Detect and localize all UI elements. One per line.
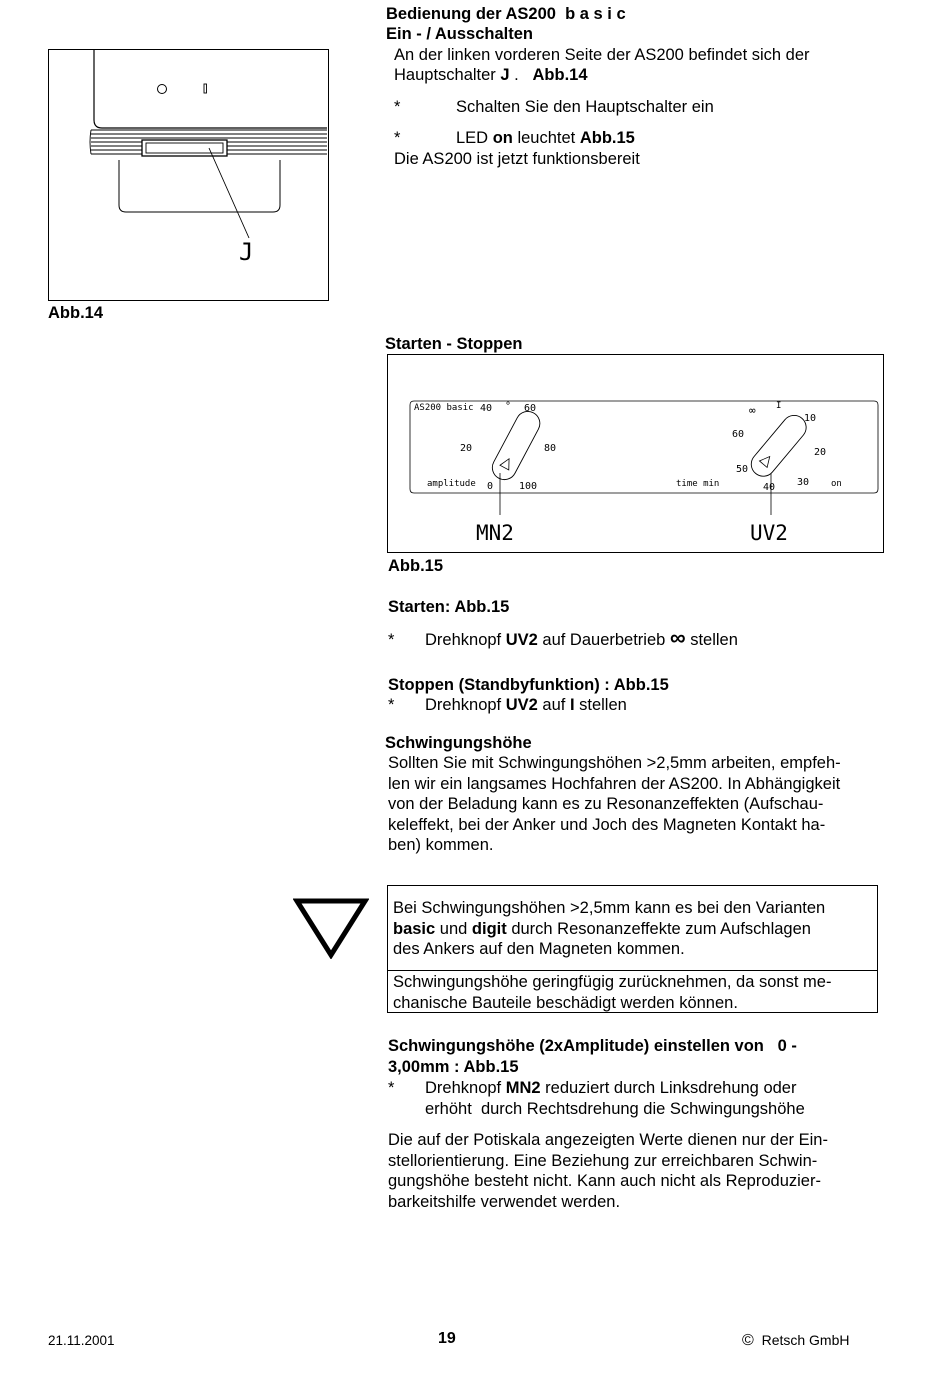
paragraph-line: len wir ein langsames Hochfahren der AS200. In Abhängigkeit [388,774,841,793]
paragraph-line: gungshöhe besteht nicht. Kann auch nicht als Reproduzier- [388,1172,821,1190]
mn2-knob [488,407,544,484]
amp-tick-60: 60 [524,403,537,414]
device-front-drawing [49,50,327,299]
amp-tick-40: 40 [480,403,493,414]
starten-instruction [425,625,738,650]
label-j: J [239,238,254,266]
mn2-ref: MN2 [505,1079,541,1097]
company-name: Retsch GmbH [761,1332,850,1348]
einstellen-line-1 [425,1078,796,1098]
einstellen-line-2: erhöht durch Rechtsdrehung die Schwingungshöhe [425,1100,805,1118]
intro-text: Hauptschalter [394,66,501,84]
bullet-mark: * [388,631,395,649]
time-tick-20: 20 [814,447,827,458]
off-symbol-icon [158,85,167,94]
paragraph-line: keleffekt, bei der Anker und Joch des Magneten Kontakt ha- [388,815,826,834]
figure-14-caption: Abb.14 [48,304,104,322]
amp-tick-0: 0 [487,481,494,492]
bullet-switch-on: Schalten Sie den Hauptschalter ein [456,98,714,116]
time-tick-10: 10 [804,413,817,424]
bullet-mark: * [388,696,395,714]
standby-mark: I [776,401,782,411]
uv2-knob [746,411,811,482]
warning-action [393,972,873,1013]
amplitude-label: amplitude [427,479,476,489]
time-tick-40: 40 [763,482,776,493]
einstellen-title-2: 3,00mm : Abb.15 [388,1058,519,1076]
switch-label-j: J [500,66,510,84]
on-label: on [831,479,842,489]
led-text-2: leuchtet [512,129,580,147]
schwingung-title: Schwingungshöhe [385,734,532,752]
led-on-word: on [492,129,513,147]
intro-line-1: An der linken vorderen Seite der AS200 befindet sich der [394,46,810,64]
paragraph-line: ben) kommen. [388,836,494,854]
hinweis-paragraph [388,1130,888,1212]
time-tick-50: 50 [736,464,749,475]
time-tick-60: 60 [732,429,745,440]
warning-line: Bei Schwingungshöhen >2,5mm kann es bei den Varianten [393,899,826,917]
knob-label-uv2: UV2 [750,521,788,545]
section-onoff-title: Ein - / Ausschalten [386,25,534,43]
figure-15 [387,354,884,553]
einstellen-text-c: reduziert durch Linksdrehung oder [540,1079,797,1097]
warning-line: Schwingungshöhe geringfügig zurücknehmen, da sonst me- [393,973,832,991]
amp-tick-80: 80 [544,443,557,454]
stoppen-text-e: stellen [574,696,627,714]
warning-line: des Ankers auf den Magneten kommen. [393,940,685,958]
variant-digit: digit [471,919,507,938]
uv2-ref: UV2 [505,696,538,714]
schwingung-paragraph [388,753,888,856]
title-prefix: Bedienung der AS200 [386,5,556,23]
ready-text: Die AS200 ist jetzt funktionsbereit [394,150,640,168]
bullet-mark: * [388,1079,395,1097]
paragraph-line: Sollten Sie mit Schwingungshöhen >2,5mm arbeiten, empfeh- [388,754,841,772]
intro-line-2 [394,65,588,85]
stoppen-instruction [425,695,627,715]
title-model: b a s i c [565,5,626,23]
amp-tick-degree: ° [505,401,512,412]
page-title [386,4,626,24]
paragraph-line: barkeitshilfe verwendet werden. [388,1192,621,1211]
footer-date: 21.11.2001 [48,1333,115,1348]
starten-text-c: auf Dauerbetrieb [537,631,670,649]
paragraph-line: Die auf der Potiskala angezeigten Werte dienen nur der Ein- [388,1131,828,1149]
paragraph-line: von der Beladung kann es zu Resonanzeffekten (Aufschau- [388,795,824,813]
variant-basic: basic [393,919,436,938]
stoppen-text-a: Drehknopf [425,696,506,714]
on-symbol-icon [204,84,207,93]
warning-text [393,898,873,960]
knob-label-mn2: MN2 [476,521,514,545]
bullet-led-on [456,128,635,148]
einstellen-title-1: Schwingungshöhe (2xAmplitude) einstellen von 0 - [388,1037,797,1055]
led-text: LED [456,129,493,147]
warning-line: chanische Bauteile beschädigt werden können. [393,993,738,1012]
figure-15-caption: Abb.15 [388,557,444,575]
amp-tick-20: 20 [460,443,473,454]
stoppen-text-c: auf [537,696,570,714]
warning-connector: und [435,919,472,938]
uv2-ref: UV2 [505,631,538,649]
intro-sep: . [509,66,533,84]
infinity-mark: ∞ [749,404,756,417]
fig-ref-14: Abb.14 [532,66,588,84]
time-tick-30: 30 [797,477,810,488]
bullet-mark: * [394,129,401,147]
starten-text-a: Drehknopf [425,631,506,649]
stoppen-title: Stoppen (Standbyfunktion) : Abb.15 [388,676,669,694]
time-label: time min [676,479,720,489]
section-start-stop-title: Starten - Stoppen [385,335,523,353]
brand-label: AS200 basic [414,403,474,413]
warning-box [387,885,878,1013]
page-number: 19 [438,1330,456,1347]
bullet-mark: * [394,98,401,116]
starten-text-d: stellen [685,631,738,649]
einstellen-text-a: Drehknopf [425,1079,506,1097]
warning-line [393,919,873,940]
warning-triangle-icon [293,897,369,959]
starten-title: Starten: Abb.15 [388,598,510,616]
infinity-icon: ∞ [669,625,686,650]
figure-14 [48,49,329,301]
standby-ref: I [569,696,575,714]
fig-ref-15: Abb.15 [579,129,635,147]
warning-rest: durch Resonanzeffekte zum Aufschlagen [506,919,811,938]
warning-divider [388,970,877,971]
footer-copyright [742,1332,850,1350]
amp-tick-100: 100 [519,481,538,492]
paragraph-line: stellorientierung. Eine Beziehung zur erreichbaren Schwin- [388,1151,818,1170]
copyright-icon: © [742,1332,754,1349]
